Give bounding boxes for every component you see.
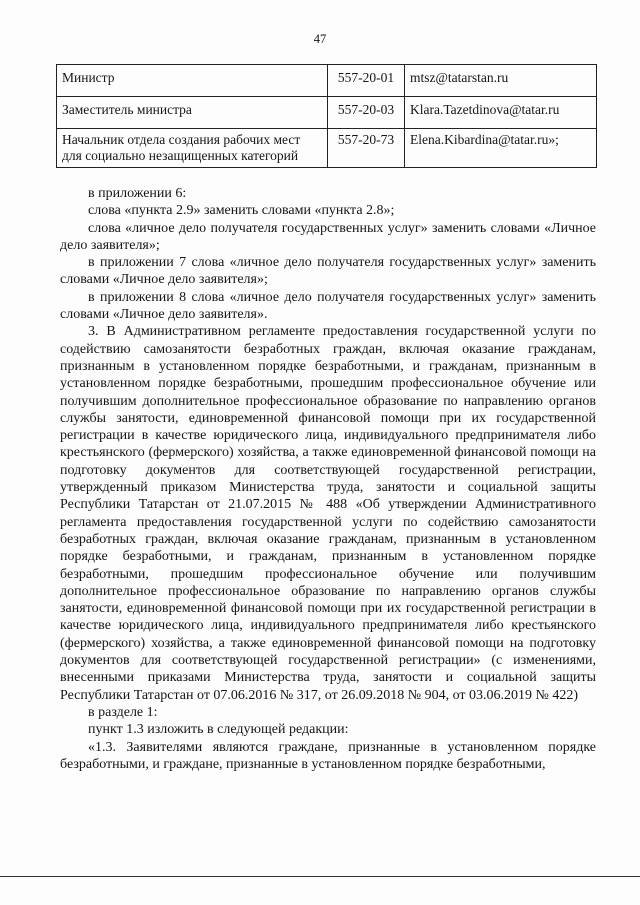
- phone-cell: 557-20-03: [328, 97, 405, 129]
- paragraph: пункт 1.3 изложить в следующей редакции:: [88, 722, 349, 738]
- phone-cell: 557-20-01: [328, 65, 405, 97]
- email-cell: Klara.Tazetdinova@tatar.ru: [405, 97, 597, 129]
- table-row: [57, 65, 597, 97]
- email-cell: Elena.Kibardina@tatar.ru»;: [405, 129, 597, 168]
- paragraph: слова «личное дело получателя государственных услуг» заменить словами «Личное дело заявителя»;: [60, 220, 596, 253]
- paragraph: в приложении 8 слова «личное дело получателя государственных услуг» заменить словами «Личное дело заявителя».: [60, 289, 596, 323]
- table-row: [57, 97, 597, 129]
- page-number: 47: [313, 32, 327, 46]
- position-cell: Заместитель министра: [57, 97, 328, 129]
- paragraph: слова «пункта 2.9» заменить словами «пункта 2.8»;: [88, 203, 395, 219]
- email-cell: mtsz@tatarstan.ru: [405, 65, 597, 97]
- phone-cell: 557-20-73: [328, 129, 405, 168]
- position-cell: Начальник отдела создания рабочих мест для социально незащищенных категорий: [57, 129, 328, 168]
- document-body: [60, 185, 596, 773]
- paragraph: в приложении 6:: [88, 186, 187, 201]
- table-row: [57, 129, 597, 168]
- paragraph: «1.3. Заявителями являются граждане, признанные в установленном порядке безработными, и граждане, признанные в установленном порядке безработными,: [60, 739, 596, 772]
- position-cell: Министр: [57, 65, 328, 97]
- contacts-table: [56, 64, 597, 168]
- page-bottom-rule: [0, 876, 640, 877]
- paragraph: в приложении 7 слова «личное дело получателя государственных услуг» заменить словами «Личное дело заявителя»;: [60, 255, 596, 288]
- paragraph: в разделе 1:: [88, 704, 158, 720]
- paragraph: 3. В Административном регламенте предоставления государственной услуги по содействию самозанятости безработных граждан, включая оказание гражданам, признанным в установленном порядке безработными, и гражданам, признанным в установленном порядке безработными, прошедшим профессиональное обучение или получившим дополнительное профессиональное образование по направлению органов службы занятости, единовременной финансовой помощи при их государственной регистрации в качестве юридического лица, индивидуального предпринимателя либо крестьянского (фермерского) хозяйства, а также единовременной финансовой помощи на подготовку документов для соответствующей государственной регистрации, утвержденный приказом Министерства труда, занятости и социальной защиты Республики Татарстан от 21.07.2015 № 488 «Об утверждении Административного регламента предоставления государственной услуги по содействию самозанятости безработных граждан, включая оказание гражданам, признанным в установленном порядке безработными, и гражданам, признанным в установленном порядке безработными, прошедшим профессиональное обучение или получившим дополнительное профессиональное образование по направлению органов службы занятости, единовременной финансовой помощи при их государственной регистрации в качестве юридического лица, индивидуального предпринимателя либо крестьянского (фермерского) хозяйства, а также единовременной финансовой помощи на подготовку документов для соответствующей государственной регистрации» (с изменениями, внесенными приказами Министерства труда, занятости и социальной защиты Республики Татарстан от 07.06.2016 № 317, от 26.09.2018 № 904, от 03.06.2019 № 422): [60, 324, 596, 703]
